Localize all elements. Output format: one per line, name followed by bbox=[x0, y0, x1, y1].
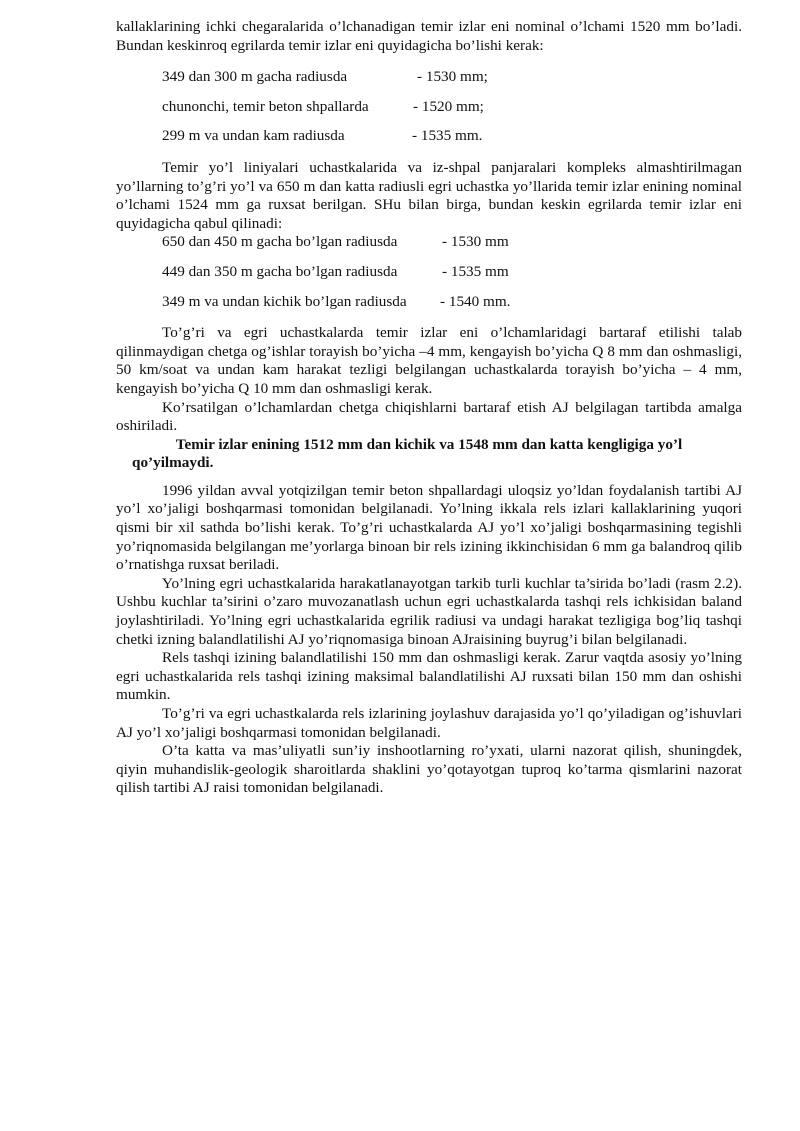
list2-item-1 bbox=[116, 233, 742, 252]
heading-line-2: qo’yilmaydi. bbox=[132, 454, 214, 472]
paragraph-3: To’g’ri va egri uchastkalarda temir izlar eni o’lchamlaridagi bartaraf etilishi talab qilinmaydigan chetga og’ishlar torayish bo’yicha –4 mm, kengayish bo’yicha Q 8 mm dan oshmasligi, 50 km/soat va undan kam harakat tezligi belgilangan uchastkalarda torayish bo’yicha – 4 mm, kengayish bo’yicha Q 10 mm dan oshmasligi kerak. bbox=[116, 324, 742, 397]
section-heading bbox=[116, 436, 742, 473]
list1-item-3-label: 299 m va undan kam radiusda bbox=[162, 127, 345, 145]
paragraph-1: kallaklarining ichki chegaralarida o’lchanadigan temir izlar eni nominal o’lchami 1520 mm bo’ladi. Bundan keskinroq egrilarda temir izlar eni quyidagicha bo’lishi kerak: bbox=[116, 18, 742, 54]
paragraph-9: O’ta katta va mas’uliyatli sun’iy inshootlarning ro’yxati, ularni nazorat qilish, shuningdek, qiyin muhandislik-geologik sharoitlarda shaklini yo’qotayotgan tuproq ko’tarma qismlarini nazorat qilish tartibi AJ raisi tomonidan belgilanadi. bbox=[116, 742, 742, 797]
paragraph-5: 1996 yildan avval yotqizilgan temir beton shpallardagi uloqsiz yo’ldan foydalanish tartibi AJ yo’l xo’jaligi boshqarmasi tomonidan belgilanadi. Yo’lning ikkala rels izlari kallaklarining yuqori qismi bir xil sathda bo’lishi kerak. To’g’ri uchastkalarda AJ yo’l xo’jaligi boshqarmasining tegishli yo’riqnomasida belgilangan me’yorlarga binoan bir rels izining ikkinchisidan 6 mm ga balandroq qilib o’rnatishga ruxsat beriladi. bbox=[116, 481, 742, 574]
list2-item-3 bbox=[116, 293, 742, 312]
paragraph-4: Ko’rsatilgan o’lchamlardan chetga chiqishlarni bartaraf etish AJ belgilagan tartibda amalga oshiriladi. bbox=[116, 398, 742, 435]
list1-item-1-value: - 1530 mm; bbox=[417, 68, 488, 86]
heading-line-1: Temir izlar enining 1512 mm dan kichik va 1548 mm dan katta kengligiga yo’l bbox=[175, 435, 683, 453]
paragraph-7: Rels tashqi izining balandlatilishi 150 mm dan oshmasligi kerak. Zarur vaqtda asosiy yo’lning egri uchastkalarida rels tashqi izining maksimal balandlatilishi AJ ruxsati bilan 150 mm dan oshishi mumkin. bbox=[116, 649, 742, 704]
list1-item-3-value: - 1535 mm. bbox=[412, 127, 483, 145]
document-body bbox=[116, 18, 742, 798]
list1-item-1-label: 349 dan 300 m gacha radiusda bbox=[162, 68, 348, 86]
list1-item-3 bbox=[116, 127, 742, 146]
list1-item-2 bbox=[116, 98, 742, 117]
list2-item-2-value: - 1535 mm bbox=[442, 262, 509, 280]
list1-item-1 bbox=[116, 68, 742, 87]
list2-item-3-value: - 1540 mm. bbox=[440, 292, 511, 310]
list2-item-2-label: 449 dan 350 m gacha bo’lgan radiusda bbox=[162, 262, 398, 280]
list1-item-2-value: - 1520 mm; bbox=[413, 97, 484, 115]
list2-item-1-label: 650 dan 450 m gacha bo’lgan radiusda bbox=[162, 233, 398, 251]
list1-item-2-label: chunonchi, temir beton shpallarda bbox=[162, 97, 369, 115]
list2-item-3-label: 349 m va undan kichik bo’lgan radiusda bbox=[162, 292, 407, 310]
paragraph-2: Temir yo’l liniyalari uchastkalarida va iz-shpal panjaralari kompleks almashtirilmagan yo’llarning to’g’ri yo’l va 650 m dan katta radiusli egri uchastka yo’llarida temir izlar enining nominal o’lchami 1524 mm ga ruxsat berilgan. SHu bilan birga, bundan keskin egrilarda temir izlar eni quyidagicha qabul qilinadi: bbox=[116, 158, 742, 232]
list2-item-2 bbox=[116, 263, 742, 282]
list2-item-1-value: - 1530 mm bbox=[442, 233, 509, 251]
paragraph-6: Yo’lning egri uchastkalarida harakatlanayotgan tarkib turli kuchlar ta’sirida bo’ladi (rasm 2.2). Ushbu kuchlar ta’sirini o’zaro muvozanatlash uchun egri uchastkalarda tashqi rels ichkisidan baland joylashtiriladi. Yo’lning egri uchastkalarida egrilik radiusi va undagi harakat tezligiga bog’liq tashqi chetki izning balandlatilishi AJ yo’riqnomasiga binoan AJraisining buyrug’i bilan belgilanadi. bbox=[116, 574, 742, 648]
paragraph-8: To’g’ri va egri uchastkalarda rels izlarining joylashuv darajasida yo’l qo’yiladigan og’ishuvlari AJ yo’l xo’jaligi boshqarmasi tomonidan belgilanadi. bbox=[116, 705, 742, 741]
